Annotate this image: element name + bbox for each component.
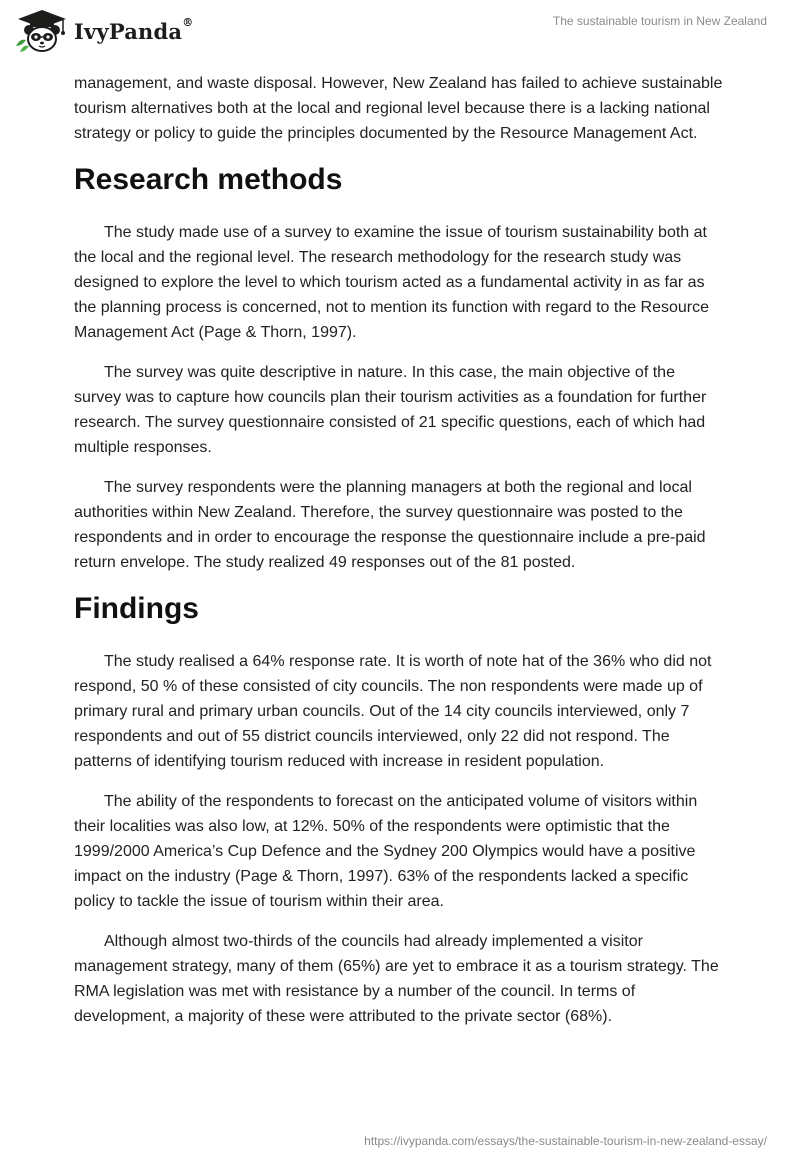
paragraph: The survey was quite descriptive in nature. In this case, the main objective of the survey was to capture how councils plan their tourism activities as a foundation for further research. The survey questionnaire consisted of 21 specific questions, each of which had multiple responses. <box>74 364 707 456</box>
section-heading-findings: Findings <box>74 592 199 625</box>
essay-content <box>74 71 726 1044</box>
section-heading-research-methods: Research methods <box>74 163 343 196</box>
paragraph: The study made use of a survey to examine the issue of tourism sustainability both at the local and the regional level. The research methodology for the research study was designed to explore the level to which tourism acted as a fundamental activity in as far as the planning process is concerned, not to mention its function with regard to the Resource Management Act (Page & Thorn, 1997). <box>74 224 710 341</box>
source-url[interactable]: https://ivypanda.com/essays/the-sustainable-tourism-in-new-zealand-essay/ <box>364 1134 767 1148</box>
paragraph: The study realised a 64% response rate. It is worth of note hat of the 36% who did not respond, 50 % of these consisted of city councils. The non respondents were made up of primary rural and primary urban councils. Out of the 14 city councils interviewed, only 7 respondents and out of 55 district councils interviewed, only 22 did not respond. The patterns of identifying tourism reduced with increase in resident population. <box>74 653 712 770</box>
paragraph: The ability of the respondents to forecast on the anticipated volume of visitors within their localities was also low, at 12%. 50% of the respondents were optimistic that the 1999/2000 America’s Cup Defence and the Sydney 200 Olympics would have a positive impact on the industry (Page & Thorn, 1997). 63% of the respondents lacked a specific policy to tackle the issue of tourism within their area. <box>74 793 698 910</box>
paragraph: The survey respondents were the planning managers at both the regional and local authorities within New Zealand. Therefore, the survey questionnaire was posted to the respondents and in order to encourage the response the questionnaire include a pre-paid return envelope. The study realized 49 responses out of the 81 posted. <box>74 479 706 571</box>
page-header <box>0 0 800 60</box>
panda-graduate-icon <box>14 8 70 54</box>
document-title: The sustainable tourism in New Zealand <box>552 14 767 28</box>
intro-paragraph: management, and waste disposal. However, New Zealand has failed to achieve sustainable tourism alternatives both at the local and regional level because there is a lacking national strategy or policy to guide the principles documented by the Resource Management Act. <box>74 75 723 142</box>
paragraph: Although almost two-thirds of the councils had already implemented a visitor management strategy, many of them (65%) are yet to embrace it as a tourism strategy. The RMA legislation was met with resistance by a number of the council. In terms of development, a majority of these were attributed to the private sector (68%). <box>74 933 719 1025</box>
ivypanda-logo[interactable] <box>14 8 193 54</box>
brand-name: IvyPanda® <box>74 15 194 44</box>
registered-mark: ® <box>182 15 194 29</box>
